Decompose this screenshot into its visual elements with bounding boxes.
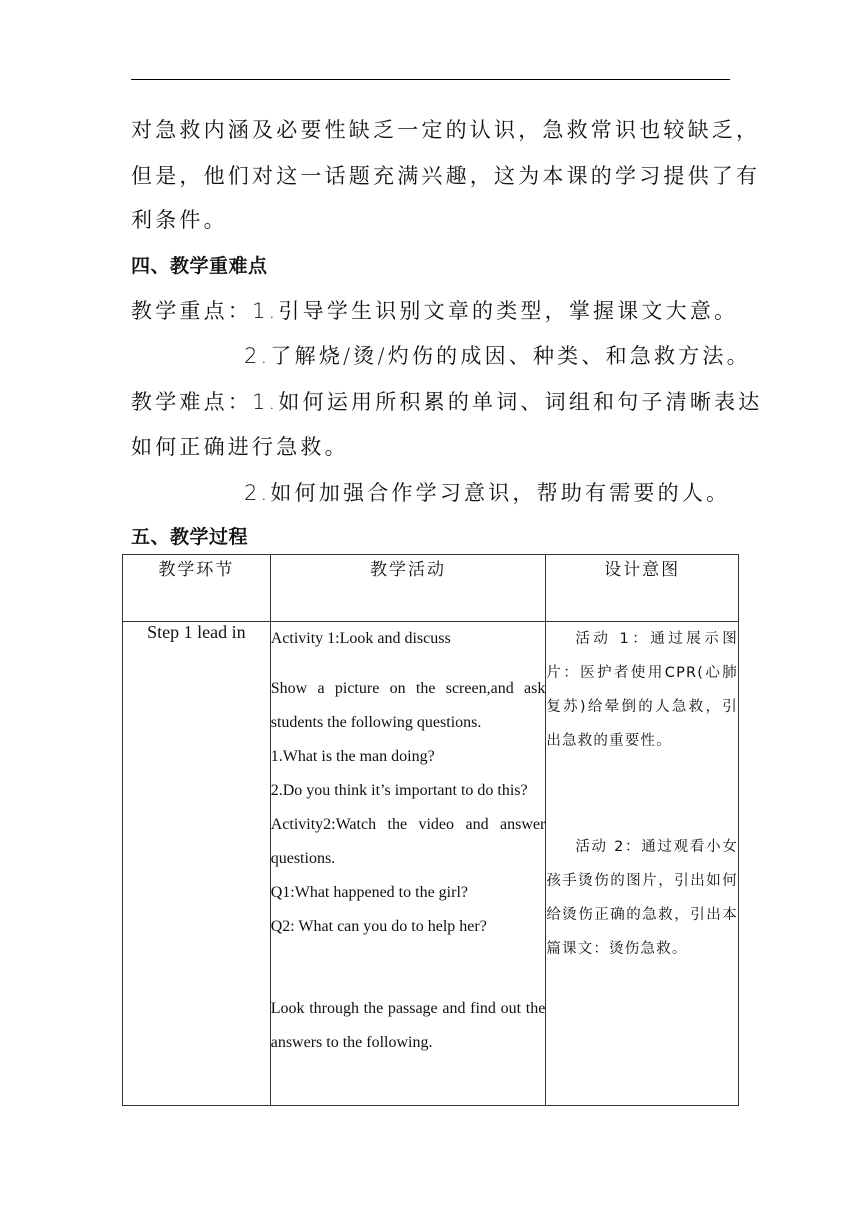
activity-line: Q2: What can you do to help her? xyxy=(270,918,487,935)
difficult-point-2: 2.如何加强合作学习意识，帮助有需要的人。 xyxy=(244,481,731,505)
activity-line: Activity2:Watch the video and answer questions. xyxy=(270,816,546,867)
section-heading-5: 五、教学过程 xyxy=(131,526,249,548)
key-point-2: 2.了解烧/烫/灼伤的成因、种类、和急救方法。 xyxy=(244,344,751,368)
intro-line-1: 对急救内涵及必要性缺乏一定的认识，急救常识也较缺乏， xyxy=(131,118,761,142)
section-heading-4: 四、教学重难点 xyxy=(131,255,268,277)
activity-line: Activity 1:Look and discuss xyxy=(270,630,451,647)
header-step: 教学环节 xyxy=(123,555,271,622)
key-point-1: 1.引导学生识别文章的类型，掌握课文大意。 xyxy=(252,299,739,323)
activity-line: Q1:What happened to the girl? xyxy=(270,884,468,901)
key-points-label: 教学重点： xyxy=(131,299,252,323)
table-header-row xyxy=(123,555,739,622)
intent-paragraph-2: 活动 2：通过观看小女孩手烫伤的图片，引出如何给烫伤正确的急救，引出本篇课文：烫伤急救。 xyxy=(546,839,738,957)
activity-line: 1.What is the man doing? xyxy=(270,748,435,765)
step-label: Step 1 lead in xyxy=(123,622,271,1106)
activity-line: Show a picture on the screen,and ask students the following questions. xyxy=(270,680,546,731)
difficult-point-1-cont: 如何正确进行急救。 xyxy=(131,435,349,459)
lesson-process-table xyxy=(122,554,739,1106)
header-intent: 设计意图 xyxy=(546,555,739,622)
activity-line: Look through the passage and find out the answers to the following. xyxy=(270,1000,546,1051)
key-points-line-1 xyxy=(131,295,738,325)
difficult-points-label: 教学难点： xyxy=(131,390,252,414)
intent-paragraph-1: 活动 1：通过展示图片：医护者使用CPR(心肺复苏)给晕倒的人急救，引出急救的重要性。 xyxy=(546,631,738,749)
difficult-point-1: 1.如何运用所积累的单词、词组和句子清晰表达 xyxy=(252,390,763,414)
table-row xyxy=(123,622,739,1106)
activity-line: 2.Do you think it’s important to do this? xyxy=(270,782,528,799)
header-activity: 教学活动 xyxy=(270,555,546,622)
intro-line-2: 但是，他们对这一话题充满兴趣，这为本课的学习提供了有 xyxy=(131,164,761,188)
intro-line-3: 利条件。 xyxy=(131,208,228,232)
header-rule xyxy=(131,79,730,80)
difficult-points-line-1 xyxy=(131,386,762,416)
activity-cell xyxy=(270,622,546,1106)
intent-cell xyxy=(546,622,739,1106)
